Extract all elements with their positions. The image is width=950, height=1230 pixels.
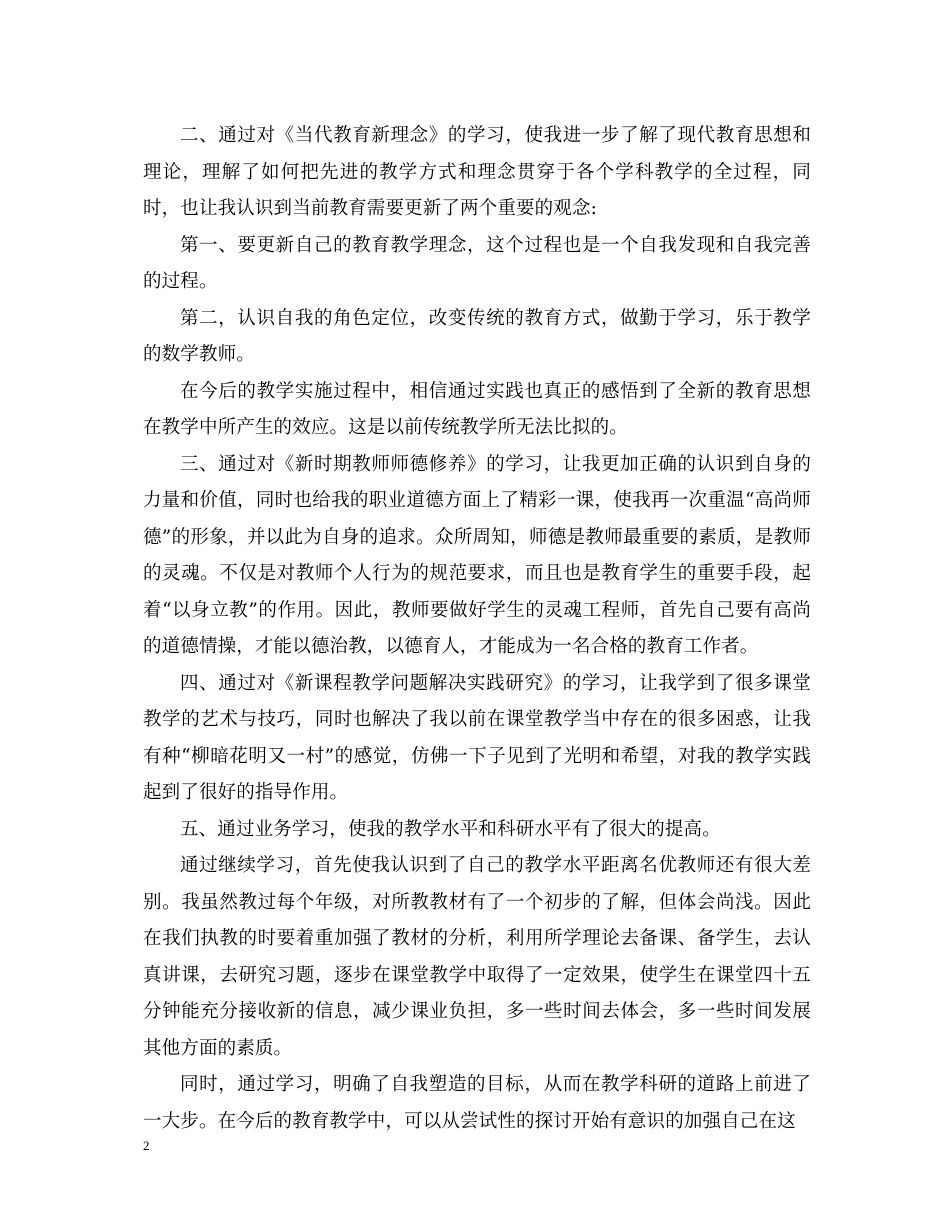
paragraph-8: 通过继续学习，首先使我认识到了自己的教学水平距离名优教师还有很大差别。我虽然教过每个年级，对所教教材有了一个初步的了解，但体会尚浅。因此在我们执教的时要着重加强了教材的分析，利用所学理论去备课、备学生，去认真讲课，去研究习题，逐步在课堂教学中取得了一定效果，使学生在课堂四十五分钟能充分接收新的信息，减少课业负担，多一些时间去体会，多一些时间发展其他方面的素质。 [143,855,811,1059]
paragraph-1: 二、通过对《当代教育新理念》的学习，使我进一步了解了现代教育思想和理论，理解了如何把先进的教学方式和理念贯穿于各个学科教学的全过程，同时，也让我认识到当前教育需要更新了两个重要的观念: [143,125,811,219]
paragraph-7: 五、通过业务学习，使我的教学水平和科研水平有了很大的提高。 [180,818,721,840]
paragraph-2: 第一、要更新自己的教育教学理念，这个过程也是一个自我发现和自我完善的过程。 [143,234,811,292]
page-number: 2 [143,1138,150,1153]
paragraph-9: 同时，通过学习，明确了自我塑造的目标，从而在教学科研的道路上前进了一大步。在今后的教育教学中，可以从尝试性的探讨开始有意识的加强自己在这 [143,1074,811,1132]
paragraph-4: 在今后的教学实施过程中，相信通过实践也真正的感悟到了全新的教育思想在教学中所产生的效应。这是以前传统教学所无法比拟的。 [143,380,811,438]
paragraph-5: 三、通过对《新时期教师师德修养》的学习，让我更加正确的认识到自身的力量和价值，同时也给我的职业道德方面上了精彩一课，使我再一次重温“高尚师德”的形象，并以此为自身的追求。众所周知，师德是教师最重要的素质，是教师的灵魂。不仅是对教师个人行为的规范要求，而且也是教育学生的重要手段，起着“以身立教”的作用。因此，教师要做好学生的灵魂工程师，首先自己要有高尚的道德情操，才能以德治教，以德育人，才能成为一名合格的教育工作者。 [143,453,811,657]
paragraph-3: 第二，认识自我的角色定位，改变传统的教育方式，做勤于学习，乐于教学的数学教师。 [143,307,811,365]
paragraph-6: 四、通过对《新课程教学问题解决实践研究》的学习，让我学到了很多课堂教学的艺术与技巧，同时也解决了我以前在课堂教学当中存在的很多困惑，让我有种“柳暗花明又一村”的感觉，仿佛一下子见到了光明和希望，对我的教学实践起到了很好的指导作用。 [143,672,811,803]
body-text [143,118,811,1140]
